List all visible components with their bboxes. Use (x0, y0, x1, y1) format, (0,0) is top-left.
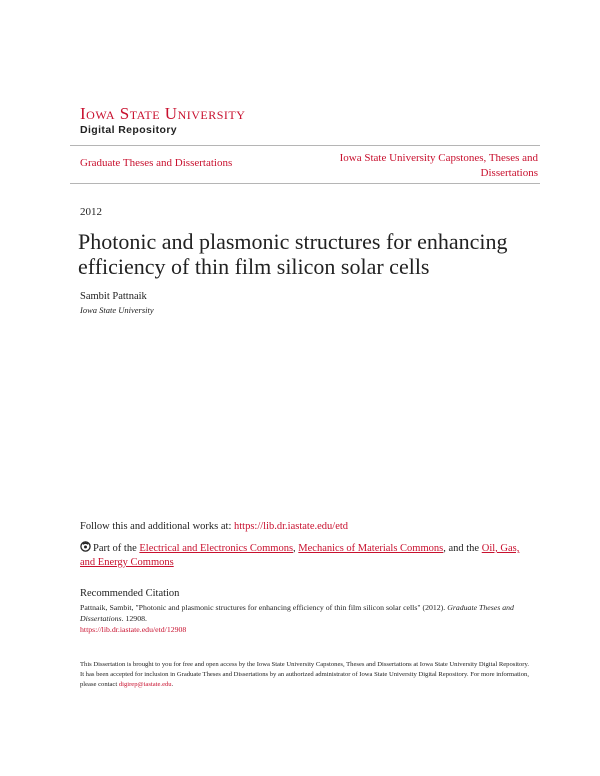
repository-logo-subtitle: Digital Repository (80, 124, 178, 136)
follow-prefix: Follow this and additional works at: (80, 521, 232, 532)
follow-line (80, 521, 348, 532)
author-name: Sambit Pattnaik (80, 291, 147, 302)
part-of-prefix: Part of the (93, 543, 137, 554)
citation-text: Pattnaik, Sambit, "Photonic and plasmonic structures for enhancing efficiency of thin film silicon solar cells" (2012). (80, 603, 446, 612)
citation-url-link[interactable]: https://lib.dr.iastate.edu/etd/12908 (80, 625, 187, 634)
document-title: Photonic and plasmonic structures for enhancing efficiency of thin film silicon solar cells (78, 229, 508, 279)
author-affiliation: Iowa State University (80, 305, 154, 315)
repository-url-link[interactable]: https://lib.dr.iastate.edu/etd (234, 521, 349, 532)
mechanics-commons-link[interactable]: Mechanics of Materials Commons (298, 543, 444, 554)
disclaimer-end: . (171, 681, 174, 688)
citation-number: . 12908. (121, 614, 147, 623)
disclaimer-block (80, 660, 530, 690)
recommended-citation-heading: Recommended Citation (80, 588, 180, 599)
university-logo-name: Iowa State University (80, 104, 246, 123)
part-of-commons (80, 541, 525, 570)
bottom-divider (70, 183, 540, 184)
disclaimer-text: This Dissertation is brought to you for free and open access by the Iowa State University Capstones, Theses and Dissertations at Iowa State University Digital Repository. It has been accepted for inclusion in Graduate Theses and Dissertations by an authorized administrator of Iowa State University Digital Repository. For more information, please contact (80, 661, 530, 688)
part-of-separator-2: , and the (443, 543, 480, 554)
collection-link-capstones[interactable]: Iowa State University Capstones, Theses and Dissertations (339, 152, 538, 179)
top-divider (70, 145, 540, 146)
collection-link-graduate-theses[interactable]: Graduate Theses and Dissertations (80, 157, 233, 169)
contact-email-link[interactable]: digirep@iastate.edu (118, 681, 172, 688)
citation-block (80, 602, 530, 635)
part-of-separator-1: , (293, 543, 296, 554)
publication-year: 2012 (80, 206, 102, 218)
open-access-icon (80, 541, 91, 552)
citation-journal: Graduate Theses and Dissertations (80, 603, 514, 623)
electrical-commons-link[interactable]: Electrical and Electronics Commons (139, 543, 294, 554)
oil-gas-energy-commons-link[interactable]: Oil, Gas, and Energy Commons (80, 543, 520, 568)
